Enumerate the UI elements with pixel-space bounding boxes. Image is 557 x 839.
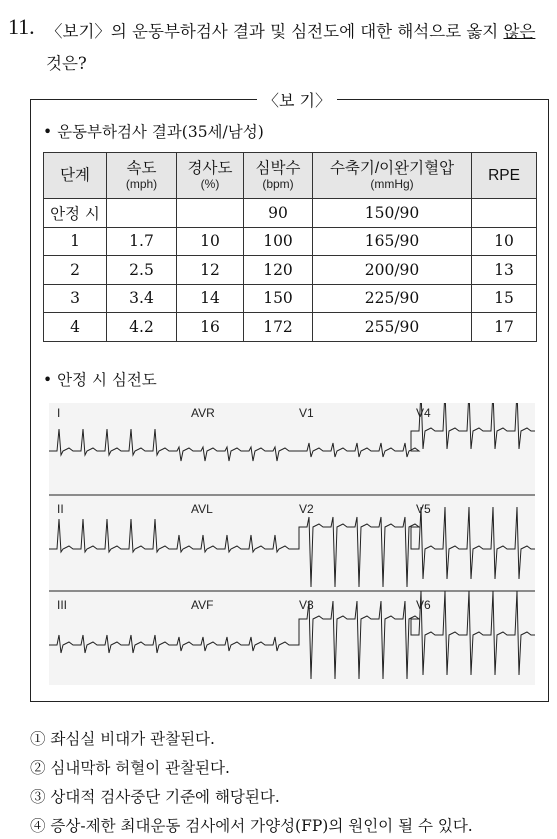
table-cell: 3.4 (107, 284, 177, 313)
table-cell: 120 (244, 256, 313, 285)
table-cell: 200/90 (313, 256, 472, 285)
table-cell: 2 (44, 256, 107, 285)
ecg-lead-label: V3 (299, 598, 314, 612)
exercise-test-table (43, 152, 537, 342)
header-grade: 경사도 (%) (177, 153, 244, 199)
question-text-prefix: 〈보기〉의 운동부하검사 결과 및 심전도에 대한 해석으로 옳지 (46, 22, 504, 41)
table-cell (107, 199, 177, 228)
table-cell: 4.2 (107, 313, 177, 342)
table-cell: 14 (177, 284, 244, 313)
exercise-test-section-title: • 운동부하검사 결과(35세/남성) (43, 123, 264, 141)
ecg-lead-label: V4 (416, 406, 431, 420)
header-heart-rate: 심박수 (bpm) (244, 153, 313, 199)
ecg-lead-label: III (57, 598, 68, 612)
ecg-lead-label: AVL (191, 502, 213, 516)
answer-option-4[interactable]: ④ 증상-제한 최대운동 검사에서 가양성(FP)의 원인이 될 수 있다. (30, 817, 473, 835)
table-row (44, 284, 537, 313)
answer-option-1[interactable]: ① 좌심실 비대가 관찰된다. (30, 730, 215, 748)
table-row (44, 256, 537, 285)
table-cell: 4 (44, 313, 107, 342)
header-stage: 단계 (44, 153, 107, 199)
table-cell: 165/90 (313, 227, 472, 256)
question-text-line1 (46, 18, 535, 42)
example-box (30, 91, 549, 702)
table-cell: 100 (244, 227, 313, 256)
table-cell: 225/90 (313, 284, 472, 313)
table-row (44, 313, 537, 342)
table-cell: 255/90 (313, 313, 472, 342)
ecg-lead-label: AVF (191, 598, 214, 612)
table-cell: 17 (472, 313, 537, 342)
answer-option-3[interactable]: ③ 상대적 검사중단 기준에 해당된다. (30, 788, 280, 806)
table-cell: 2.5 (107, 256, 177, 285)
table-row (44, 199, 537, 228)
ecg-lead-label: I (57, 406, 61, 420)
table-cell (472, 199, 537, 228)
header-speed: 속도 (mph) (107, 153, 177, 199)
example-box-title: 〈보 기〉 (257, 88, 337, 111)
question-text-emphasis: 않은 (503, 22, 536, 41)
ecg-lead-label: V5 (416, 502, 431, 516)
table-cell: 150/90 (313, 199, 472, 228)
header-blood-pressure: 수축기/이완기혈압 (mmHg) (313, 153, 472, 199)
table-cell: 172 (244, 313, 313, 342)
question-text-line2: 것은? (46, 54, 87, 73)
table-cell: 3 (44, 284, 107, 313)
ecg-lead-label: V2 (299, 502, 314, 516)
table-cell: 10 (177, 227, 244, 256)
table-cell: 13 (472, 256, 537, 285)
ecg-lead-label: II (57, 502, 64, 516)
table-cell: 10 (472, 227, 537, 256)
table-cell (177, 199, 244, 228)
table-header-row (44, 153, 537, 199)
resting-ecg-image (49, 403, 535, 685)
answer-option-2[interactable]: ② 심내막하 허혈이 관찰된다. (30, 759, 230, 777)
table-cell: 15 (472, 284, 537, 313)
table-row (44, 227, 537, 256)
table-cell: 안정 시 (44, 199, 107, 228)
table-cell: 90 (244, 199, 313, 228)
table-cell: 1 (44, 227, 107, 256)
table-cell: 12 (177, 256, 244, 285)
table-cell: 16 (177, 313, 244, 342)
ecg-lead-label: V1 (299, 406, 314, 420)
table-cell: 1.7 (107, 227, 177, 256)
question-number: 11. (8, 14, 35, 39)
table-cell: 150 (244, 284, 313, 313)
header-rpe: RPE (472, 153, 537, 199)
ecg-section-title: • 안정 시 심전도 (43, 371, 157, 389)
ecg-lead-label: V6 (416, 598, 431, 612)
ecg-lead-label: AVR (191, 406, 215, 420)
